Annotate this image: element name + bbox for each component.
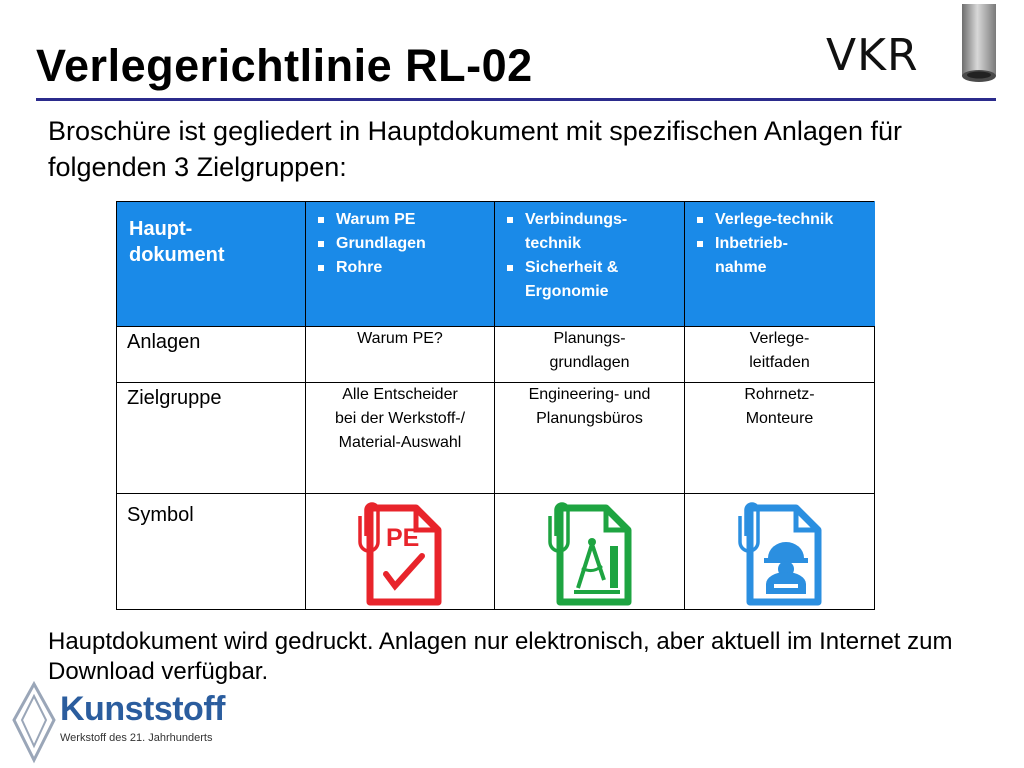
slide-title: Verlegerichtlinie RL-02 xyxy=(36,40,533,91)
list-item: Verlege-technik xyxy=(695,208,874,232)
main-document-label-line2: dokument xyxy=(129,244,225,266)
symbol-col1 xyxy=(306,494,495,610)
table-row-main-document xyxy=(117,202,875,327)
zielgruppe-col3: Rohrnetz- Monteure xyxy=(685,383,875,494)
kunststoff-tagline: Werkstoff des 21. Jahrhunderts xyxy=(60,732,213,744)
list-item: Inbetrieb- nahme xyxy=(695,232,874,280)
anlagen-col1: Warum PE? xyxy=(306,327,495,383)
table-row-zielgruppe xyxy=(117,383,875,494)
main-document-label xyxy=(117,202,306,327)
kunststoff-logo-text: Kunststoff xyxy=(60,690,225,728)
target-group-table xyxy=(116,201,875,610)
installer-document-icon xyxy=(730,498,830,606)
table-row-anlagen xyxy=(117,327,875,383)
anlagen-label: Anlagen xyxy=(117,327,306,383)
main-document-col1 xyxy=(306,202,495,327)
anlagen-col3: Verlege- leitfaden xyxy=(685,327,875,383)
anlagen-col2: Planungs- grundlagen xyxy=(495,327,685,383)
pipe-logo-icon xyxy=(958,2,998,86)
pe-document-icon xyxy=(350,498,450,606)
list-item: Sicherheit & Ergonomie xyxy=(505,256,684,304)
table-row-symbol xyxy=(117,494,875,610)
intro-text: Broschüre ist gegliedert in Hauptdokument mit spezifischen Anlagen für folgenden 3 Zielgruppen: xyxy=(48,116,902,182)
zielgruppe-col2: Engineering- und Planungsbüros xyxy=(495,383,685,494)
list-item: Verbindungs- technik xyxy=(505,208,684,256)
pe-icon-text: PE xyxy=(386,524,420,552)
symbol-col3 xyxy=(685,494,875,610)
main-document-col2 xyxy=(495,202,685,327)
title-divider xyxy=(36,98,996,101)
list-item: Grundlagen xyxy=(316,232,494,256)
list-item: Rohre xyxy=(316,256,494,280)
main-document-label-line1: Haupt- xyxy=(129,218,193,240)
symbol-label: Symbol xyxy=(117,494,306,610)
planning-document-icon xyxy=(540,498,640,606)
kunststoff-logo-icon xyxy=(8,680,60,764)
zielgruppe-col1: Alle Entscheider bei der Werkstoff-/ Material-Auswahl xyxy=(306,383,495,494)
zielgruppe-label: Zielgruppe xyxy=(117,383,306,494)
symbol-col2 xyxy=(495,494,685,610)
main-document-col3 xyxy=(685,202,875,327)
vkr-logo: VKR xyxy=(826,30,919,81)
list-item: Warum PE xyxy=(316,208,494,232)
outro-text: Hauptdokument wird gedruckt. Anlagen nur elektronisch, aber aktuell im Internet zum Download verfügbar. xyxy=(48,628,953,685)
